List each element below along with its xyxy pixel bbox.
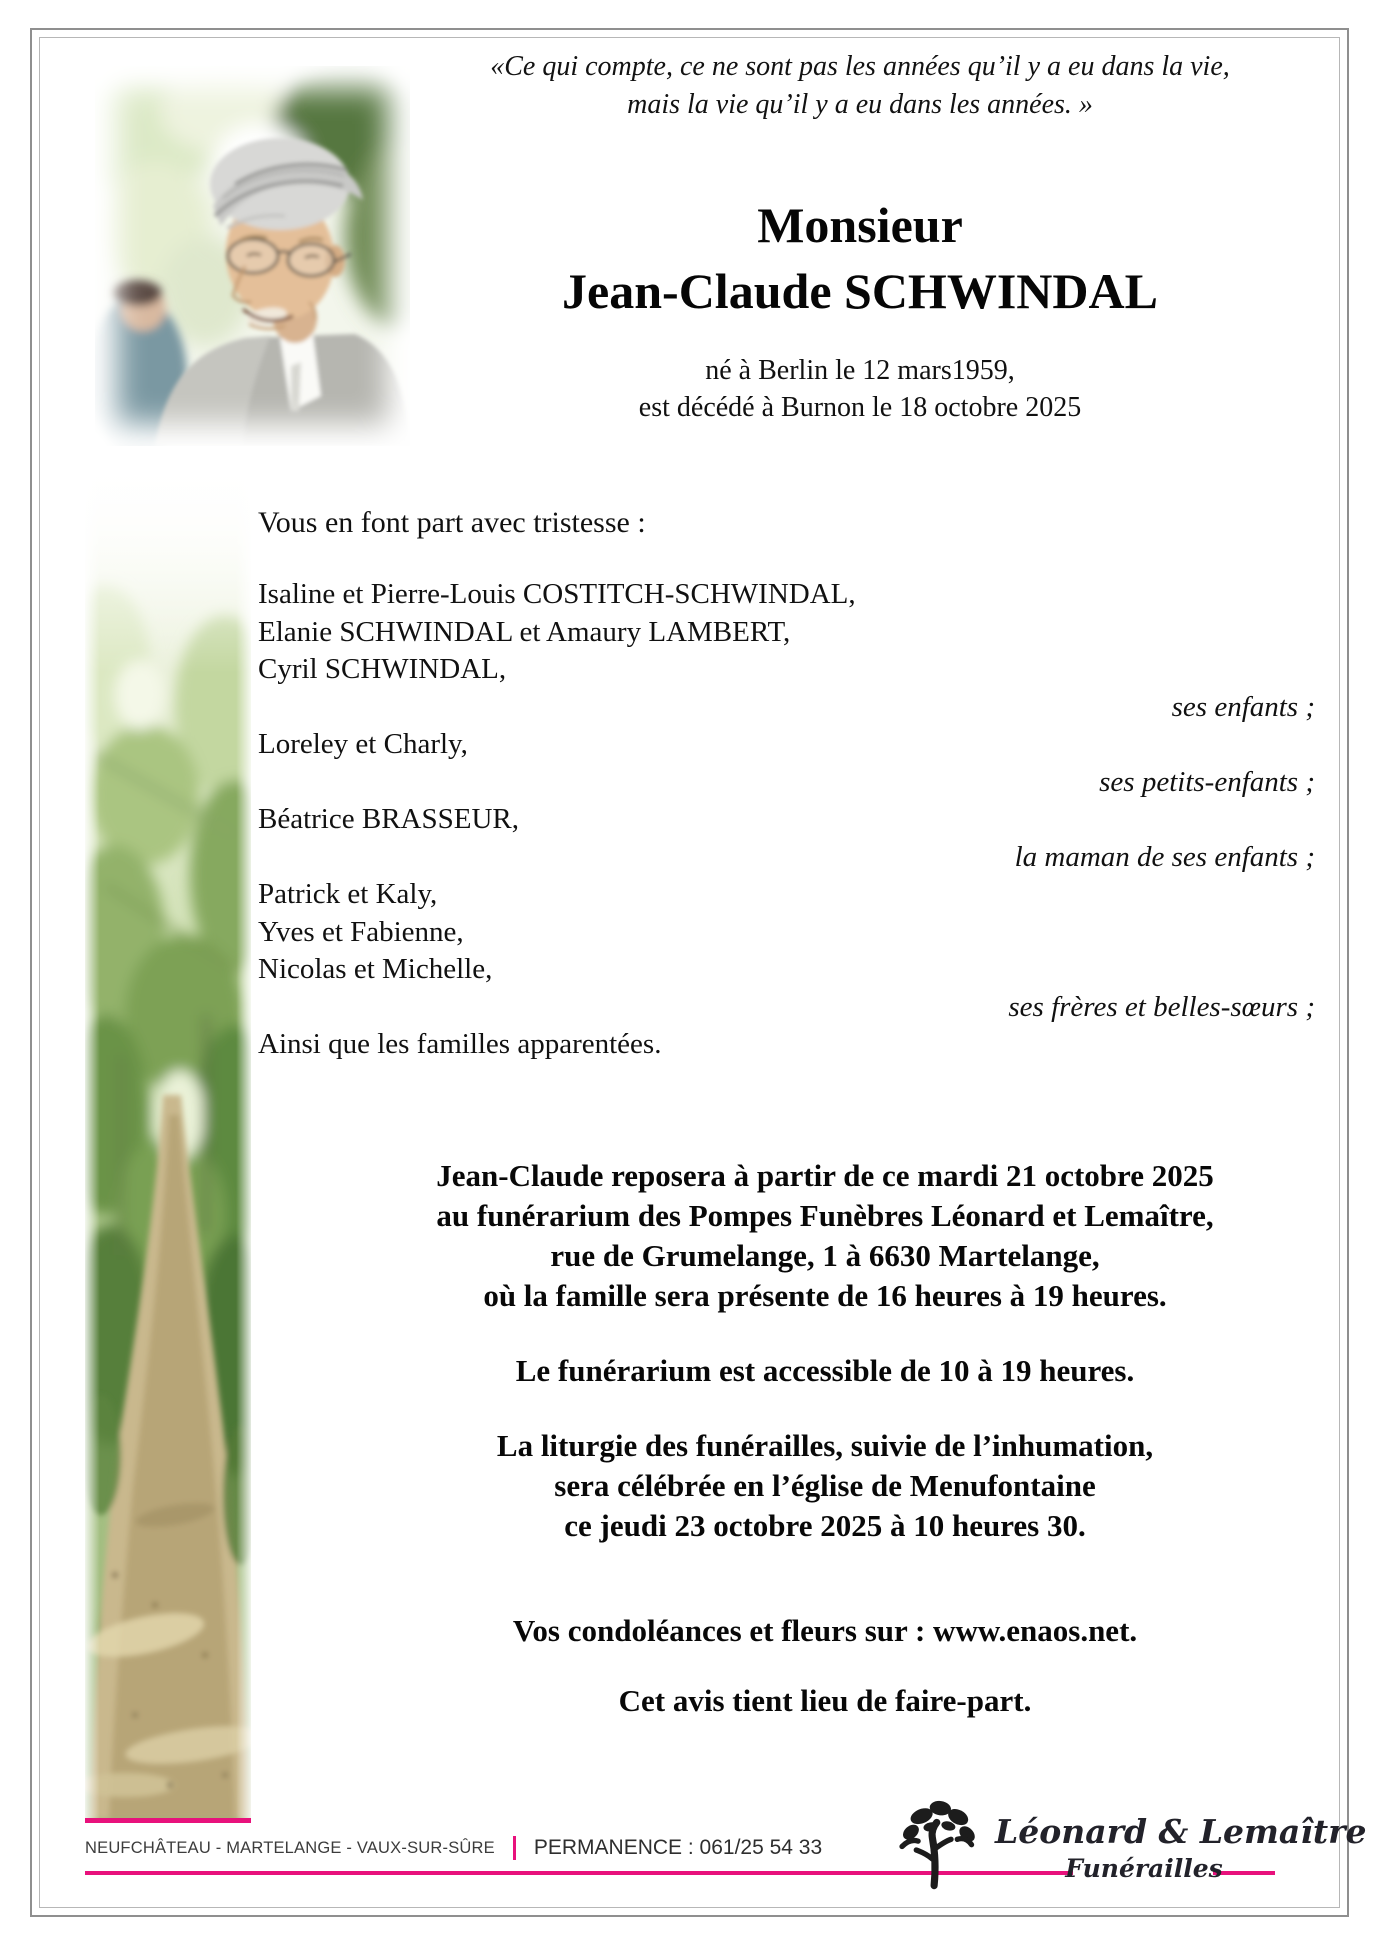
repose-line: rue de Grumelange, 1 à 6630 Martelange, (550, 1238, 1100, 1273)
liturgy-line: sera célébrée en l’église de Menufontaine (554, 1468, 1096, 1503)
notice-line: Cet avis tient lieu de faire-part. (618, 1683, 1032, 1718)
family-line: Béatrice BRASSEUR, (258, 803, 519, 835)
quote-line-2: mais la vie qu’il y a eu dans les années. » (627, 89, 1093, 120)
family-line: Patrick et Kaly, (258, 878, 438, 910)
repose-line: Jean-Claude reposera à partir de ce mardi 21 octobre 2025 (436, 1158, 1214, 1193)
portrait-photo (95, 66, 410, 446)
family-line: Ainsi que les familles apparentées. (258, 1028, 662, 1060)
liturgy-line: ce jeudi 23 octobre 2025 à 10 heures 30. (564, 1508, 1086, 1543)
repose-line: où la famille sera présente de 16 heures à 19 heures. (483, 1278, 1167, 1313)
birth-line: né à Berlin le 12 mars1959, (705, 355, 1015, 386)
funerarium-access-line: Le funérarium est accessible de 10 à 19 heures. (515, 1353, 1135, 1388)
family-line: Isaline et Pierre-Louis COSTITCH-SCHWINDAL, (258, 578, 856, 610)
family-relation-label: ses frères et belles-sœurs ; (1008, 990, 1315, 1023)
liturgy-line: La liturgie des funérailles, suivie de l’inhumation, (496, 1428, 1154, 1463)
family-line: Loreley et Charly, (258, 728, 468, 760)
deceased-honorific: Monsieur (757, 197, 963, 253)
family-line: Nicolas et Michelle, (258, 953, 493, 985)
liturgy-paragraph (320, 1426, 1330, 1546)
forest-fade-edge (85, 455, 251, 1819)
footer-permanence: PERMANENCE : 061/25 54 33 (533, 1836, 823, 1859)
family-line: Elanie SCHWINDAL et Amaury LAMBERT, (258, 615, 791, 648)
family-list (258, 576, 1315, 1064)
tree-logo-icon (885, 1793, 985, 1891)
life-dates (420, 352, 1300, 426)
portrait-fade-edge (95, 66, 410, 446)
condolences-line: Vos condoléances et fleurs sur : www.enaos.net. (512, 1613, 1138, 1648)
family-relation-label: ses petits-enfants ; (1099, 765, 1315, 798)
footer-divider-bar (513, 1836, 516, 1860)
deceased-title-block (420, 192, 1300, 324)
brand-name: Léonard & Lemaître (995, 1812, 1367, 1851)
quote-line-1: «Ce qui compte, ce ne sont pas les années qu’il y a eu dans la vie, (490, 51, 1230, 82)
family-relation-label: la maman de ses enfants ; (1014, 840, 1315, 873)
family-relation-label: ses enfants ; (1171, 690, 1315, 723)
forest-accent-underline (85, 1818, 251, 1823)
forest-path-photo (85, 455, 251, 1819)
repose-paragraph (320, 1156, 1330, 1316)
repose-line: au funérarium des Pompes Funèbres Léonard et Lemaître, (436, 1198, 1214, 1233)
brand-subtitle: Funérailles (1065, 1854, 1223, 1883)
family-line: Cyril SCHWINDAL, (258, 653, 507, 685)
memorial-quote (420, 48, 1300, 124)
footer-regions: NEUFCHÂTEAU - MARTELANGE - VAUX-SUR-SÛRE (85, 1838, 495, 1857)
family-intro: Vous en font part avec tristesse : (258, 506, 646, 539)
family-line: Yves et Fabienne, (258, 915, 464, 948)
death-line: est décédé à Burnon le 18 octobre 2025 (638, 392, 1082, 423)
footer-contact-bar (85, 1832, 822, 1864)
deceased-name: Jean-Claude SCHWINDAL (562, 263, 1158, 319)
